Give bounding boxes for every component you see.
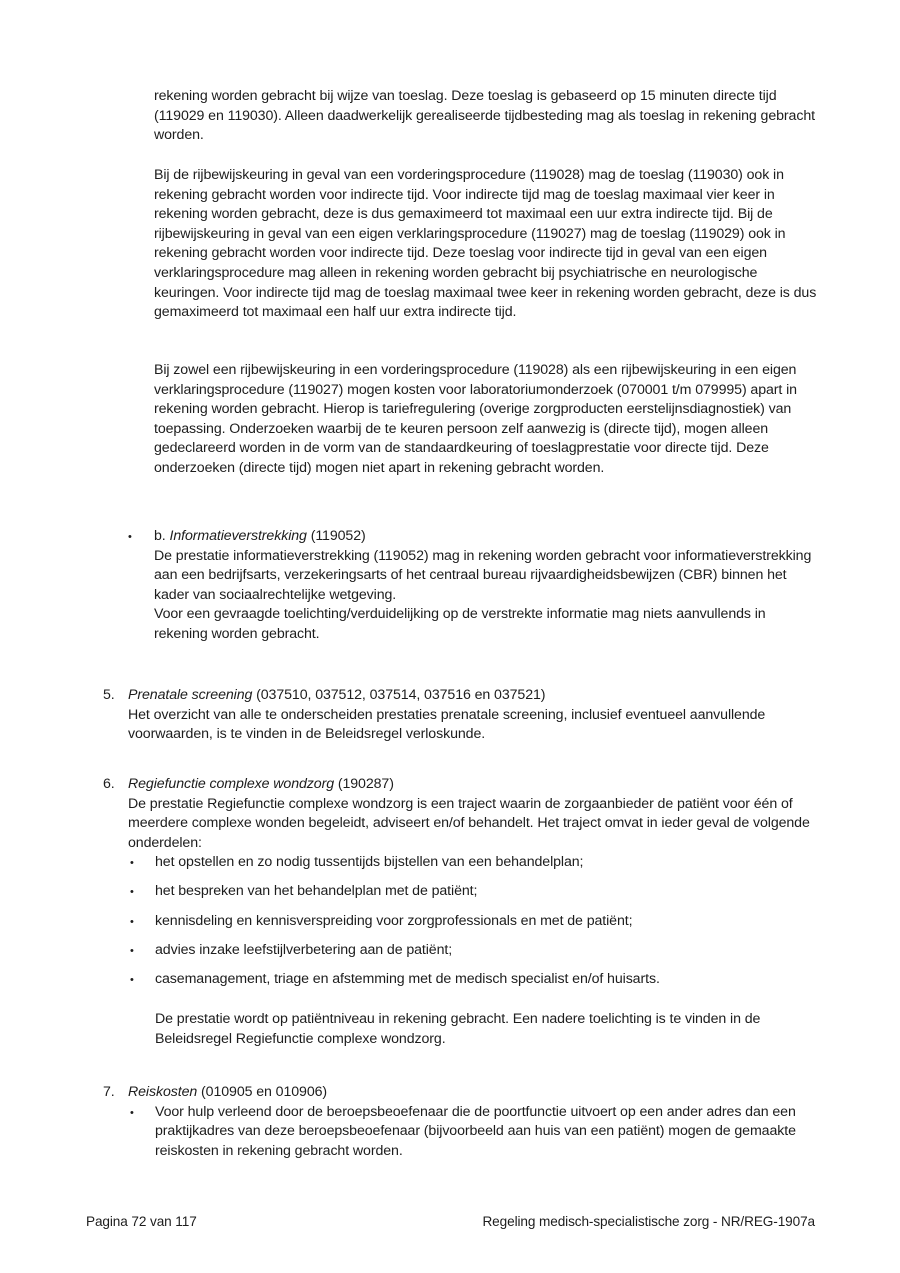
item-codes: (010905 en 010906) <box>197 1084 328 1100</box>
bullet-icon: • <box>130 857 134 870</box>
sub-list-item <box>128 941 816 962</box>
list-item-letter: b. <box>154 528 170 544</box>
paragraph-toeslag-directe-tijd: rekening worden gebracht bij wijze van toeslag. Deze toeslag is gebaseerd op 15 minuten directe tijd (119029 en 119030). Alleen daadwerkelijk gerealiseerde tijdbesteding mag als toeslag in rekening gebracht worden. <box>154 88 815 144</box>
sub-list-item-text: het bespreken van het behandelplan met de patiënt; <box>155 883 478 900</box>
bullet-icon: • <box>130 1106 134 1119</box>
item-title-italic: Regiefunctie complexe wondzorg <box>128 776 334 792</box>
list-item-body: Voor een gevraagde toelichting/verduidelijking op de verstrekte informatie mag niets aanvullends in rekening worden gebracht. <box>154 606 766 642</box>
item-title <box>128 1083 816 1103</box>
sub-list-item <box>128 1103 816 1162</box>
sub-list-item <box>128 912 816 933</box>
paragraph-rijbewijskeuring-vorderingsprocedure: Bij de rijbewijskeuring in geval van een vorderingsprocedure (119028) mag de toeslag (119030) ook in rekening gebracht worden voor indirecte tijd. Voor indirecte tijd mag de toeslag maximaal vier keer in rekening worden gebracht, deze is dus gemaximeerd tot maximaal een uur extra indirecte tijd. Bij de rijbewijskeuring in geval van een eigen verklaringsprocedure (119027) mag de toeslag (119029) ook in rekening gebracht worden voor indirecte tijd. Deze toeslag voor indirecte tijd in geval van een eigen verklaringsprocedure mag alleen in rekening worden gebracht bij psychiatrische en neurologische keuringen. Voor indirecte tijd mag de toeslag maximaal twee keer in rekening worden gebracht, deze is dus gemaximeerd tot maximaal een half uur extra indirecte tijd. <box>154 167 817 321</box>
bullet-icon: • <box>130 944 134 957</box>
sub-list-item-text: kennisdeling en kennisverspreiding voor zorgprofessionals en met de patiënt; <box>155 912 633 929</box>
sub-list-item-text: advies inzake leefstijlverbetering aan de patiënt; <box>155 941 453 958</box>
item-codes: (037510, 037512, 037514, 037516 en 037521) <box>252 687 546 703</box>
item-number: 5. <box>103 687 115 703</box>
list-item-body: De prestatie informatieverstrekking (119052) mag in rekening worden gebracht voor informatieverstrekking aan een bedrijfsarts, verzekeringsarts of het centraal bureau rijvaardigheidsbewijzen (CBR) binnen het kader van sociaalrechtelijke wetgeving. <box>154 547 812 603</box>
bullet-icon: • <box>130 886 134 899</box>
item-number: 7. <box>103 1084 115 1100</box>
list-item-informatieverstrekking <box>128 527 822 645</box>
list-item-codes: (119052) <box>306 528 366 544</box>
sub-list-item-text: casemanagement, triage en afstemming met de medisch specialist en/of huisarts. <box>155 970 660 987</box>
item-codes: (190287) <box>334 776 394 792</box>
list-item-title-italic: Informatieverstrekking <box>169 528 307 544</box>
item-number: 6. <box>103 776 115 792</box>
item-title <box>128 686 816 706</box>
numbered-item-regiefunctie-complexe-wondzorg <box>103 775 816 1050</box>
list-item-title <box>154 527 822 547</box>
footer-page-number: Pagina 72 van 117 <box>86 1214 197 1229</box>
bullet-icon: • <box>130 915 134 928</box>
sub-list-item-text: Voor hulp verleend door de beroepsbeoefenaar die de poortfunctie uitvoert op een ander adres dan een praktijkadres van deze beroepsbeoefenaar (bijvoorbeeld aan huis van een patiënt) mogen de gemaakte reiskosten in rekening gebracht worden. <box>155 1103 796 1159</box>
sub-list-item <box>128 882 816 903</box>
item-title-italic: Prenatale screening <box>128 687 253 703</box>
footer-document-title: Regeling medisch-specialistische zorg - NR/REG-1907a <box>482 1214 815 1229</box>
item-title <box>128 775 816 795</box>
paragraph-laboratoriumonderzoek: Bij zowel een rijbewijskeuring in een vorderingsprocedure (119028) als een rijbewijskeuring in een eigen verklaringsprocedure (119027) mogen kosten voor laboratoriumonderzoek (070001 t/m 079995) apart in rekening worden gebracht. Hierop is tariefregulering (overige zorgproducten eerstelijnsdiagnostiek) van toepassing. Onderzoeken waarbij de te keuren persoon zelf aanwezig is (directe tijd), mogen alleen gedeclareerd worden in de vorm van de standaardkeuring of toeslagprestatie voor directe tijd. Deze onderzoeken (directe tijd) mogen niet apart in rekening gebracht worden. <box>154 362 797 476</box>
item-title-italic: Reiskosten <box>128 1084 198 1100</box>
sub-list-item-text: het opstellen en zo nodig tussentijds bijstellen van een behandelplan; <box>155 854 584 871</box>
item-body: Het overzicht van alle te onderscheiden prestaties prenatale screening, inclusief eventueel aanvullende voorwaarden, is te vinden in de Beleidsregel verloskunde. <box>128 706 766 743</box>
sub-list-item <box>128 970 816 991</box>
bullet-icon: • <box>128 531 132 543</box>
numbered-item-reiskosten <box>103 1083 816 1161</box>
numbered-item-prenatale-screening <box>103 686 816 745</box>
item-closing-paragraph: De prestatie wordt op patiëntniveau in rekening gebracht. Een nadere toelichting is te vinden in de Beleidsregel Regiefunctie complexe wondzorg. <box>155 1011 761 1047</box>
sub-list-item <box>128 853 816 874</box>
bullet-icon: • <box>130 973 134 986</box>
item-intro: De prestatie Regiefunctie complexe wondzorg is een traject waarin de zorgaanbieder de patiënt voor één of meerdere complexe wonden begeleidt, adviseert en/of behandelt. Het traject omvat in ieder geval de volgende onderdelen: <box>128 795 810 851</box>
